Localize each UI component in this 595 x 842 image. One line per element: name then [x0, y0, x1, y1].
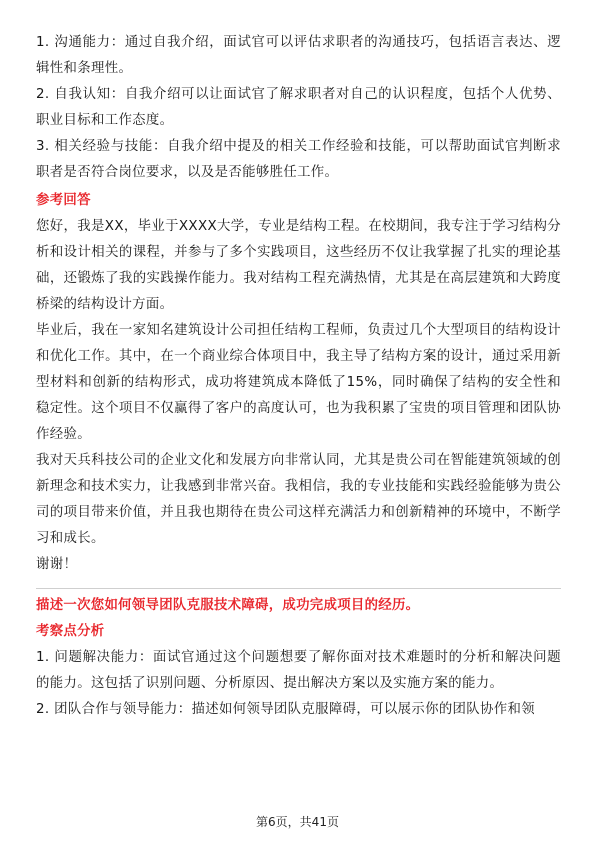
list-item: 2. 自我认知：自我介绍可以让面试官了解求职者对自己的认识程度，包括个人优势、职业目标和工作态度。	[36, 87, 561, 128]
page-number: 第6页，共41页	[256, 815, 339, 829]
list-item: 1. 问题解决能力：面试官通过这个问题想要了解你面对技术难题时的分析和解决问题的能力。这包括了识别问题、分析原因、提出解决方案以及实施方案的能力。	[36, 650, 561, 691]
answer-closing: 谢谢！	[36, 557, 78, 572]
question-title: 描述一次您如何领导团队克服技术障碍，成功完成项目的经历。	[36, 598, 420, 613]
answer-paragraph: 毕业后，我在一家知名建筑设计公司担任结构工程师，负责过几个大型项目的结构设计和优化工作。其中，在一个商业综合体项目中，我主导了结构方案的设计，通过采用新型材料和创新的结构形式，成功将建筑成本降低了15%，同时确保了结构的安全性和稳定性。这个项目不仅赢得了客户的高度认可，也为我积累了宝贵的项目管理和团队协作经验。	[36, 323, 561, 442]
answer-paragraph: 我对天兵科技公司的企业文化和发展方向非常认同，尤其是贵公司在智能建筑领域的创新理念和技术实力，让我感到非常兴奋。我相信，我的专业技能和实践经验能够为贵公司的项目带来价值，并且我也期待在贵公司这样充满活力和创新精神的环境中，不断学习和成长。	[36, 453, 561, 546]
answer-heading: 参考回答	[36, 193, 91, 208]
list-item: 2. 团队合作与领导能力：描述如何领导团队克服障碍，可以展示你的团队协作和领	[36, 702, 536, 717]
list-item: 1. 沟通能力：通过自我介绍，面试官可以评估求职者的沟通技巧，包括语言表达、逻辑性和条理性。	[36, 35, 561, 76]
list-item: 3. 相关经验与技能：自我介绍中提及的相关工作经验和技能，可以帮助面试官判断求职者是否符合岗位要求，以及是否能够胜任工作。	[36, 139, 561, 180]
answer-paragraph: 您好，我是XX，毕业于XXXX大学，专业是结构工程。在校期间，我专注于学习结构分析和设计相关的课程，并参与了多个实践项目，这些经历不仅让我掌握了扎实的理论基础，还锻炼了我的实践操作能力。我对结构工程充满热情，尤其是在高层建筑和大跨度桥梁的结构设计方面。	[36, 219, 561, 312]
section-divider	[36, 588, 561, 589]
analysis-heading: 考察点分析	[36, 624, 105, 639]
page-content	[36, 30, 561, 723]
